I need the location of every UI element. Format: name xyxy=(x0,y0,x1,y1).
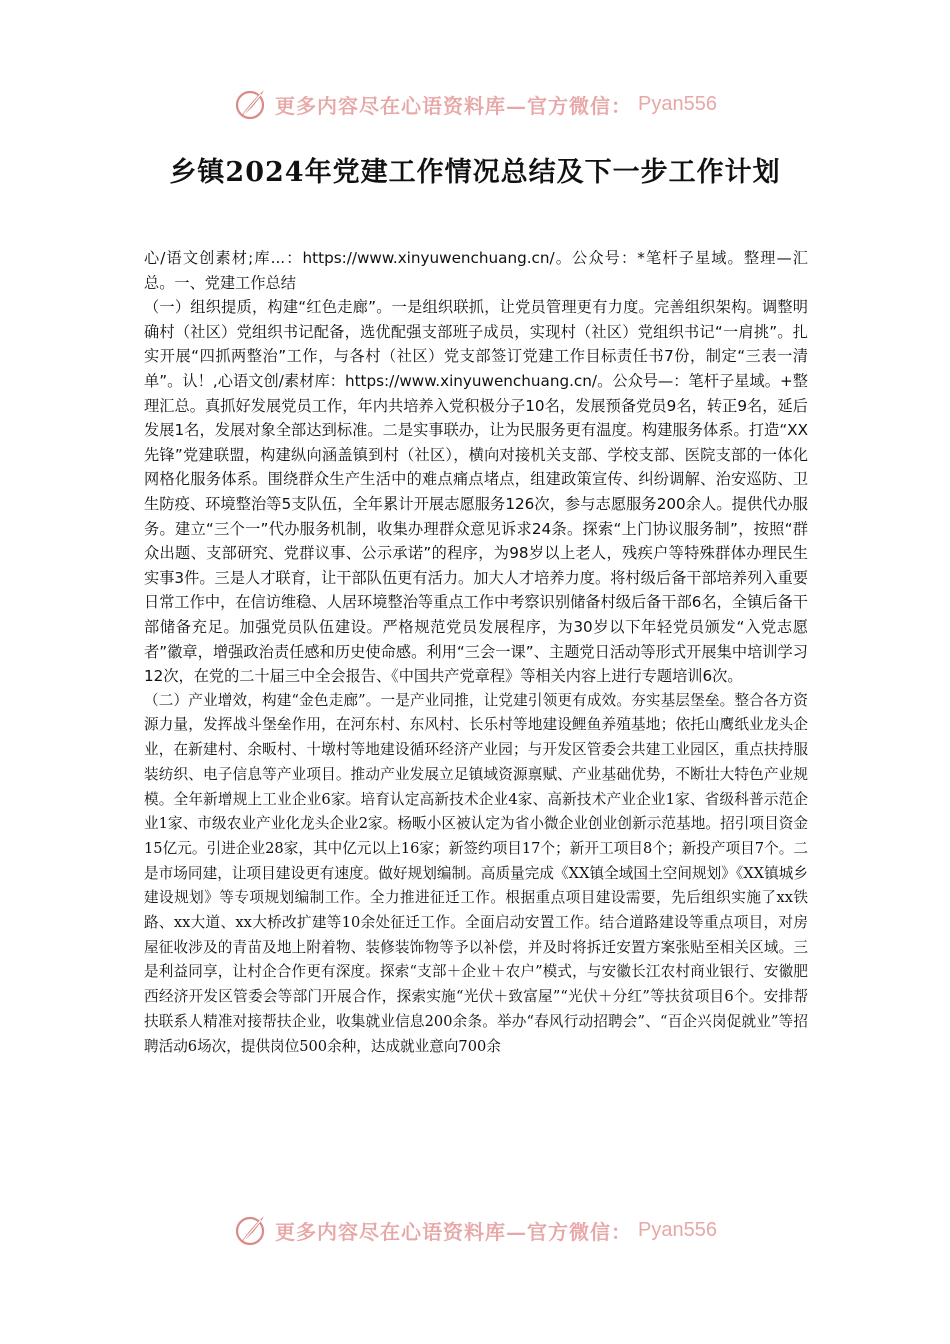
intro-paragraph: 心/语文创素材;库...：https://www.xinyuwenchuang.cn/。公众号：*笔杆子星域。整理—汇总。一、党建工作总结 xyxy=(144,249,808,292)
watermark-text: 更多内容尽在心语资料库—官方微信： xyxy=(275,93,633,118)
quill-pen-logo-icon xyxy=(233,86,269,122)
watermark-wechat-id: Pyan556 xyxy=(638,1218,717,1241)
quill-pen-logo-icon xyxy=(233,1212,269,1248)
document-title: 乡镇2024年党建工作情况总结及下一步工作计划 xyxy=(169,157,781,188)
section-organization-paragraph: （一）组织提质，构建“红色走廊”。一是组织联抓，让党员管理更有力度。完善组织架构。调整明确村（社区）党组织书记配备，选优配强支部班子成员，实现村（社区）党组织书记“一肩挑”。扎实开展“四抓两整治”工作，与各村（社区）党支部签订党建工作目标责任书7份，制定“三表一清单”。认！,心语文创/素材库：https://www.xinyuwenchuang.cn/。公众号—：笔杆子星域。+整理汇总。真抓好发展党员工作，年内共培养入党积极分子10名，发展预备党员9名，转正9名，延后发展1名，发展对象全部达到标准。二是实事联办，让为民服务更有温度。构建服务体系。打造“XX先锋”党建联盟，构建纵向涵盖镇到村（社区），横向对接机关支部、学校支部、医院支部的一体化网格化服务体系。围绕群众生产生活中的难点痛点堵点，组建政策宣传、纠纷调解、治安巡防、卫生防疫、环境整治等5支队伍，全年累计开展志愿服务126次，参与志愿服务200余人。提供代办服务。建立“三个一”代办服务机制，收集办理群众意见诉求24条。探索“上门协议服务制”，按照“群众出题、支部研究、党群议事、公示承诺”的程序，为98岁以上老人，残疾户等特殊群体办理民生实事3件。三是人才联育，让干部队伍更有活力。加大人才培养力度。将村级后备干部培养列入重要日常工作中，在信访维稳、人居环境整治等重点工作中考察识别储备村级后备干部6名，全镇后备干部储备充足。加强党员队伍建设。严格规范党员发展程序，为30岁以下年轻党员颁发“入党志愿者”徽章，增强政治责任感和历史使命感。利用“三会一课”、主题党日活动等形式开展集中培训学习12次，在党的二十届三中全会报告、《中国共产党章程》等相关内容上进行专题培训6次。 xyxy=(144,298,808,686)
watermark-banner-top xyxy=(0,82,950,126)
document-body xyxy=(144,246,808,1059)
watermark-text: 更多内容尽在心语资料库—官方微信： xyxy=(275,1219,633,1244)
watermark-banner-bottom xyxy=(0,1208,950,1252)
section-industry-paragraph: （二）产业增效，构建“金色走廊”。一是产业同推，让党建引领更有成效。夯实基层堡垒。整合各方资源力量，发挥战斗堡垒作用，在河东村、东风村、长乐村等地建设鲤鱼养殖基地；依托山鹰纸业龙头企业，在新建村、余畈村、十墩村等地建设循环经济产业园；与开发区管委会共建工业园区，重点扶持服装纺织、电子信息等产业项目。推动产业发展立足镇域资源禀赋、产业基础优势，不断壮大特色产业规模。全年新增规上工业企业6家。培育认定高新技术企业4家、高新技术产业企业1家、省级科普示范企业1家、市级农业产业化龙头企业2家。杨畈小区被认定为省小微企业创业创新示范基地。招引项目资金15亿元。引进企业28家，其中亿元以上16家；新签约项目17个；新开工项目8个；新投产项目7个。二是市场同建，让项目建设更有速度。做好规划编制。高质量完成《XX镇全域国土空间规划》《XX镇城乡建设规划》等专项规划编制工作。全力推进征迁工作。根据重点项目建设需要，先后组织实施了xx铁路、xx大道、xx大桥改扩建等10余处征迁工作。全面启动安置工作。结合道路建设等重点项目，对房屋征收涉及的青苗及地上附着物、装修装饰物等予以补偿，并及时将拆迁安置方案张贴至相关区域。三是利益同享，让村企合作更有深度。探索“支部＋企业＋农户”模式，与安徽长江农村商业银行、安徽肥西经济开发区管委会等部门开展合作，探索实施“光伏＋致富屋”“光伏＋分红”等扶贫项目6个。安排帮扶联系人精准对接帮扶企业，收集就业信息200余条。举办“春风行动招聘会”、“百企兴岗促就业”等招聘活动6场次，提供岗位500余种，达成就业意向700余 xyxy=(144,691,808,1055)
watermark-wechat-id: Pyan556 xyxy=(638,92,717,115)
